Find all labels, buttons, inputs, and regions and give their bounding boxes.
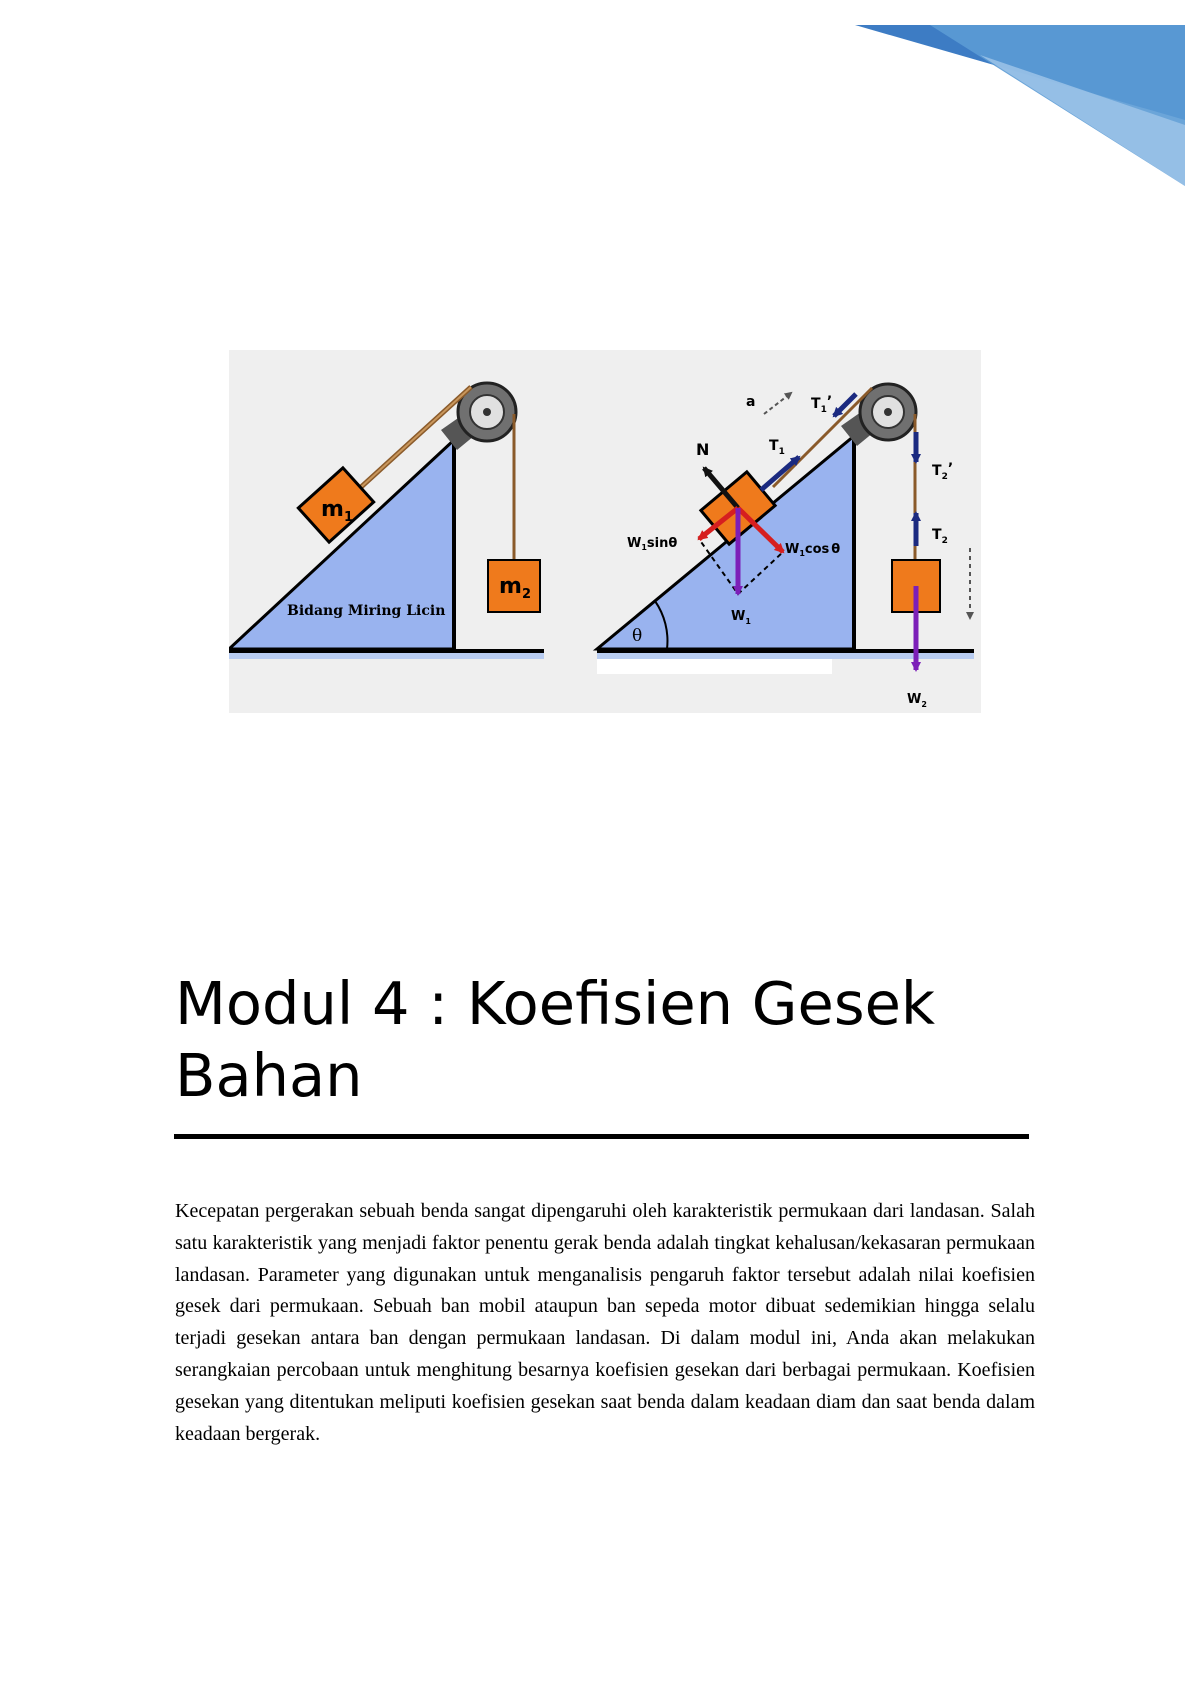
mass-2-label: $m_2$: [499, 574, 531, 602]
mass-1-label: $m_1$: [321, 497, 353, 525]
title-underline: [174, 1134, 1029, 1139]
normal-force-label: N: [696, 440, 710, 459]
corner-decoration: [0, 0, 1200, 200]
intro-paragraph: Kecepatan pergerakan sebuah benda sangat dipengaruhi oleh karakteristik permukaan dari landasan. Salah satu karakteristik yang menjadi faktor penentu gerak benda adalah tingkat kehalusan/kekasaran permukaan landasan. Parameter yang digunakan untuk menganalisis pengaruh faktor tersebut adalah nilai koefisien gesek dari permukaan. Sebuah ban mobil ataupun ban sepeda motor dibuat sedemikian hingga selalu terjadi gesekan antara ban dengan permukaan landasan. Di dalam modul ini, Anda akan melakukan serangkaian percobaan untuk menghitung besarnya koefisien gesekan dari berbagai permukaan. Koefisien gesekan yang ditentukan meliputi koefisien gesekan saat benda dalam keadaan diam dan saat benda dalam keadaan bergerak.: [175, 1200, 1035, 1445]
w1-weight-label: $W_1$: [731, 609, 751, 626]
left-floor: [229, 649, 544, 653]
tension-t1-prime-label: $T_1$’: [811, 394, 833, 415]
right-diagram: [597, 384, 974, 709]
tension-t1-label: $T_1$: [769, 438, 785, 457]
tension-t1-prime-arrow: [834, 394, 856, 416]
module-title: Modul 4 : Koefisien Gesek Bahan: [175, 969, 936, 1110]
theta-label: θ: [632, 626, 643, 646]
left-diagram: [229, 383, 544, 659]
w2-weight-label: $W_2$: [907, 692, 927, 709]
acceleration-label: a: [746, 394, 756, 410]
inclined-plane-figure: [229, 350, 981, 713]
w1-sin-label: $W_1\sin\theta$: [627, 536, 678, 552]
w1-cos-label: $W_1\cos$ θ: [785, 542, 841, 558]
acceleration-arrow: [764, 393, 791, 414]
tension-t2-label: $T_2$: [932, 527, 948, 546]
surface-label: Bidang Miring Licin: [287, 603, 446, 619]
tension-t2-prime-label: $T_2$’: [932, 461, 954, 482]
